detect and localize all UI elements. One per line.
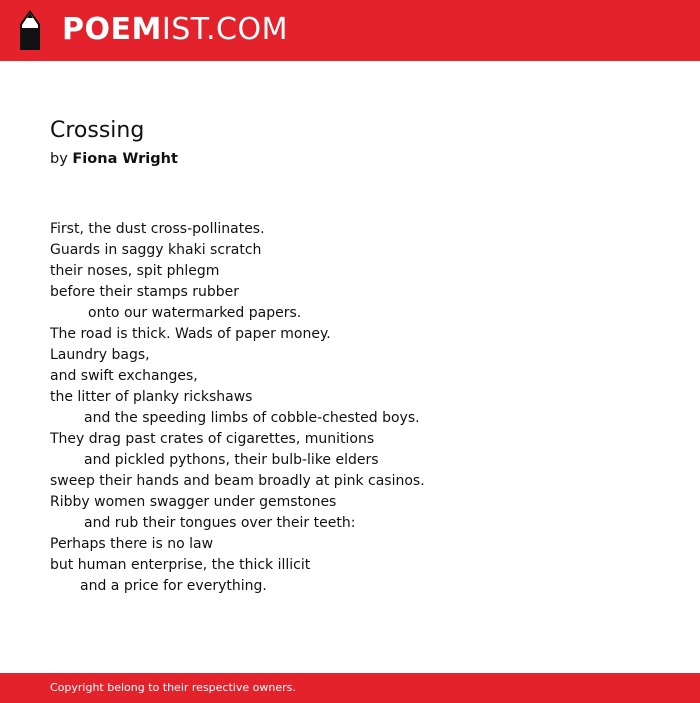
site-logo[interactable] <box>62 13 288 47</box>
brand-bold: POEM <box>62 12 162 47</box>
author-name[interactable]: Fiona Wright <box>72 151 178 167</box>
poem-title: Crossing <box>50 118 145 143</box>
poem-line: The road is thick. Wads of paper money. <box>50 326 331 342</box>
by-label: by <box>50 151 68 167</box>
poem-body <box>50 219 670 597</box>
poem-line: Perhaps there is no law <box>50 536 214 552</box>
poem-line: their noses, spit phlegm <box>50 263 220 279</box>
poem-line: onto our watermarked papers. <box>88 305 302 321</box>
poem-line: before their stamps rubber <box>50 284 239 300</box>
brand-light: IST.COM <box>161 12 288 47</box>
poem-line: the litter of planky rickshaws <box>50 389 253 405</box>
poem-line: and the speeding limbs of cobble-chested boys. <box>84 410 420 426</box>
poem-line: Ribby women swagger under gemstones <box>50 494 337 510</box>
poem-line: Laundry bags, <box>50 347 150 363</box>
poem-line: sweep their hands and beam broadly at pink casinos. <box>50 473 425 489</box>
poem-line: First, the dust cross-pollinates. <box>50 221 265 237</box>
site-footer <box>0 673 700 703</box>
byline <box>50 149 178 169</box>
poem-line: They drag past crates of cigarettes, munitions <box>50 431 375 447</box>
poem-line: Guards in saggy khaki scratch <box>50 242 262 258</box>
poem-line: but human enterprise, the thick illicit <box>50 557 311 573</box>
copyright-text: Copyright belong to their respective owners. <box>50 681 296 694</box>
pencil-icon[interactable] <box>18 10 42 50</box>
poem-line: and rub their tongues over their teeth: <box>84 515 356 531</box>
poem-line: and pickled pythons, their bulb-like elders <box>84 452 379 468</box>
poem-line: and swift exchanges, <box>50 368 198 384</box>
poem-line: and a price for everything. <box>80 578 267 594</box>
site-header <box>0 0 700 61</box>
